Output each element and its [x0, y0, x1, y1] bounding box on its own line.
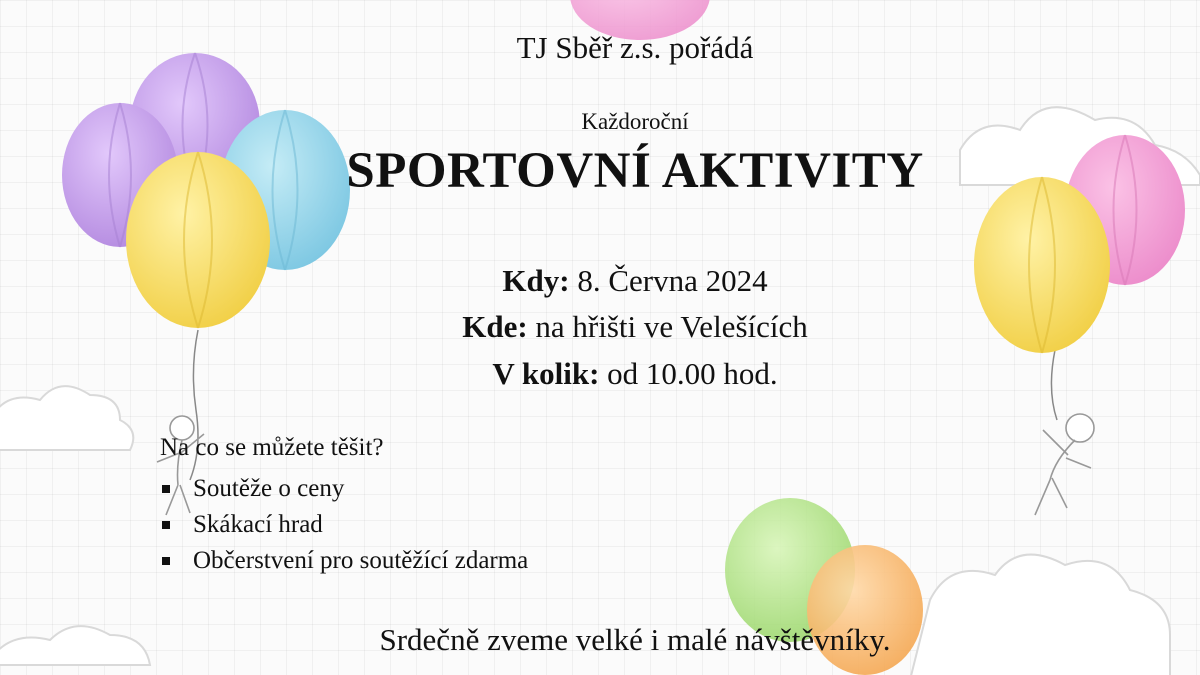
- highlights-list: [160, 472, 528, 580]
- detail-label: V kolik:: [492, 356, 600, 391]
- invitation: Srdečně zveme velké i malé návštěvníky.: [379, 622, 891, 657]
- event-title: SPORTOVNÍ AKTIVITY: [346, 143, 924, 199]
- detail-time: [0, 356, 1200, 392]
- list-item: Skákací hrad: [160, 508, 528, 544]
- detail-when: [0, 263, 1200, 299]
- cloud-icon: [0, 386, 133, 450]
- detail-label: Kdy:: [502, 263, 570, 298]
- organizer: TJ Sběř z.s. pořádá: [516, 30, 754, 65]
- detail-value: 8. Června 2024: [577, 263, 768, 298]
- subtitle: Každoroční: [581, 109, 689, 134]
- stick-figure-icon: [1035, 414, 1094, 515]
- detail-label: Kde:: [462, 309, 528, 344]
- detail-where: [0, 309, 1200, 345]
- detail-value: na hřišti ve Velešících: [535, 309, 808, 344]
- list-item: Soutěže o ceny: [160, 472, 528, 508]
- list-item: Občerstvení pro soutěžící zdarma: [160, 544, 528, 580]
- highlights-question: Na co se můžete těšit?: [160, 434, 384, 461]
- detail-value: od 10.00 hod.: [607, 356, 778, 391]
